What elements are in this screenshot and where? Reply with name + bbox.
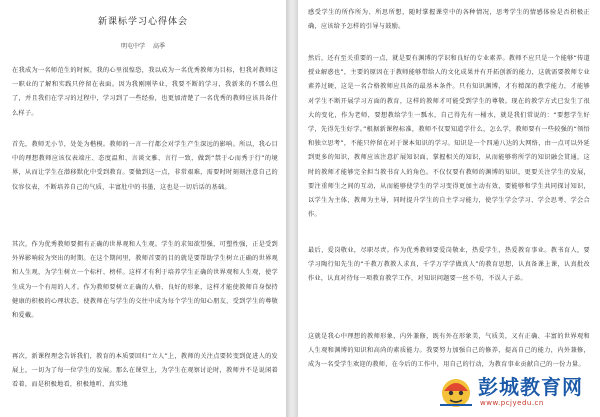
paragraph: 其次，作为优秀教师要拥有正确的世界观和人生观。学生的求知欲望强，可塑性强，正是受到外界影响较为突出的时期。在这个期间里，教师首要的目的就是要帮助学生树立正确的世界观和人生观，为学生树立一个标杆、榜样。这样才有利于培养学生正确的世界观和人生观，使学生成为一个有用的人才。作为教师要树立正确的人格、良好的形象，这样才能使教师自身保持健康的积极的心理状态，使教师在与学生的交往中成为每个学生的知心朋友，受到学生的尊敬和爱戴。: [12, 241, 278, 320]
page-gutter: [286, 0, 298, 417]
watermark-logo: [436, 369, 594, 413]
paragraph: 然后，还有至关重要的一点，就是要有渊博的学识和良好的专业素养。教师不应只是一个能够“传道授业解惑也”，主要的原因在于教师能够带给人的文化成果并有开拓创新的能力，这就需要教师专业素养过硬，这是一名合格教师应具备的最基本条件。只有知识渊博，才有精深的教学能力，才能够对学生不断开展学习方面的教育，这样的教师才可能受到学生的尊敬。现在的教学方式已发生了很大的变化，作为老师，要想教给学生一瓢水，自己得先有一桶水，就是我们常说的：“要想学生好学，先得先生好学。”根据新课程标准，教师不仅要知道学什么，怎么学，教师要有一些较强的“领悟和独立思考”，不能只停留在对于课本知识的学习。知识是一个四通八达的大网络，由一点可以外延到更多的知识，教师应该注意扩展知识面，掌握相关的知识，从而能够将所学的知识融会贯通，这时的教师才能够完全担当教书育人的角色。不仅仅要有教师的渊博的知识，更要关注学生的发展，要注重师生之间的互动，从而能够使学生的学习变得更加主动有效，要能够和学生共同探讨知识，以学生为主体，教师为主导，同时提升学生的自主学习能力，使学生学会学习、学会思考、学会合作。: [308, 55, 590, 219]
paragraph: 在我成为一名师范生的时候，我的心里很惶恐，我以成为一名优秀教师为目标，但我对教师这一职业的了解和实践只停留在表面。因为我刚刚毕业，我要不断的学习，我新来的不那么但了，并且我们在学习的过程中，学习到了一些经验，也更加清楚了一名优秀的教师应该具备什么样子。: [12, 67, 278, 117]
author-name: 高季: [152, 43, 165, 50]
paragraph: 这就是我心中理想的教师形象，内外兼修，既有外在形象美，气质美，又有正确、丰富的世界观和人生观和渊博的知识和高尚的素质能力。我要努力加强自己的修养，提高自己的能力，内外兼修，成为一名受学生欢迎的教师，在今后的工作中，用自己的行动，为教育事业贡献自己的一份力量。: [308, 333, 590, 369]
author-byline: [0, 41, 286, 50]
paragraph: 最后，爱岗敬业，尽职尽责。作为优秀教师要爱岗敬业，热爱学生，热爱教育事业。教书育人，要学习陶行知先生的“千教万教教人求真，千学万学学做真人”的教育思想，认真备课上课，认真批改作业，认真对待每一项教育教学工作，对知识问题要一丝不苟，不误人子弟。: [308, 247, 590, 283]
brand-url: www.pcjyedu.cn: [480, 399, 544, 407]
document-page-left: [0, 0, 286, 417]
paragraph: 再次，新课程理念告诉我们，教育的本质要回归“立人”上，教师的关注点要转变到促进人的发展上，一切为了每一位学生的发展。那么在课堂上，为学生在观察讨论时，教师并不是说闲着看着，而是积极地看，积极地听，真实地: [12, 353, 278, 389]
mascot-icon: [436, 371, 476, 411]
school-name: 明屯中学: [121, 43, 146, 50]
document-title: 新课标学习心得体会: [97, 17, 188, 27]
document-page-right: [298, 0, 600, 417]
paragraph: 感受学生的所作所为、所思所想，随时掌握课堂中的各种情况，思考学生的情感体验是否积极正确，应该给予怎样的引导与鼓励。: [308, 9, 590, 31]
paragraph: 首先，教师无小节，处处为楷模。教师的一言一行都会对学生产生深远的影响。所以，我心目中的理想教师应该仪表端庄、态度温和、言谈文雅、言行一致、做到“禁于心而秀于行”的境界，从而让学生在潜移默化中受到教育。要做到这一点，非常艰难，需要时时刻刻注意自己的仪容仪表，不断培养自己的气质，丰富肚中的书墨，这也是一切后话的基础。: [12, 141, 278, 191]
brand-name: 彭城教育网: [478, 375, 583, 399]
